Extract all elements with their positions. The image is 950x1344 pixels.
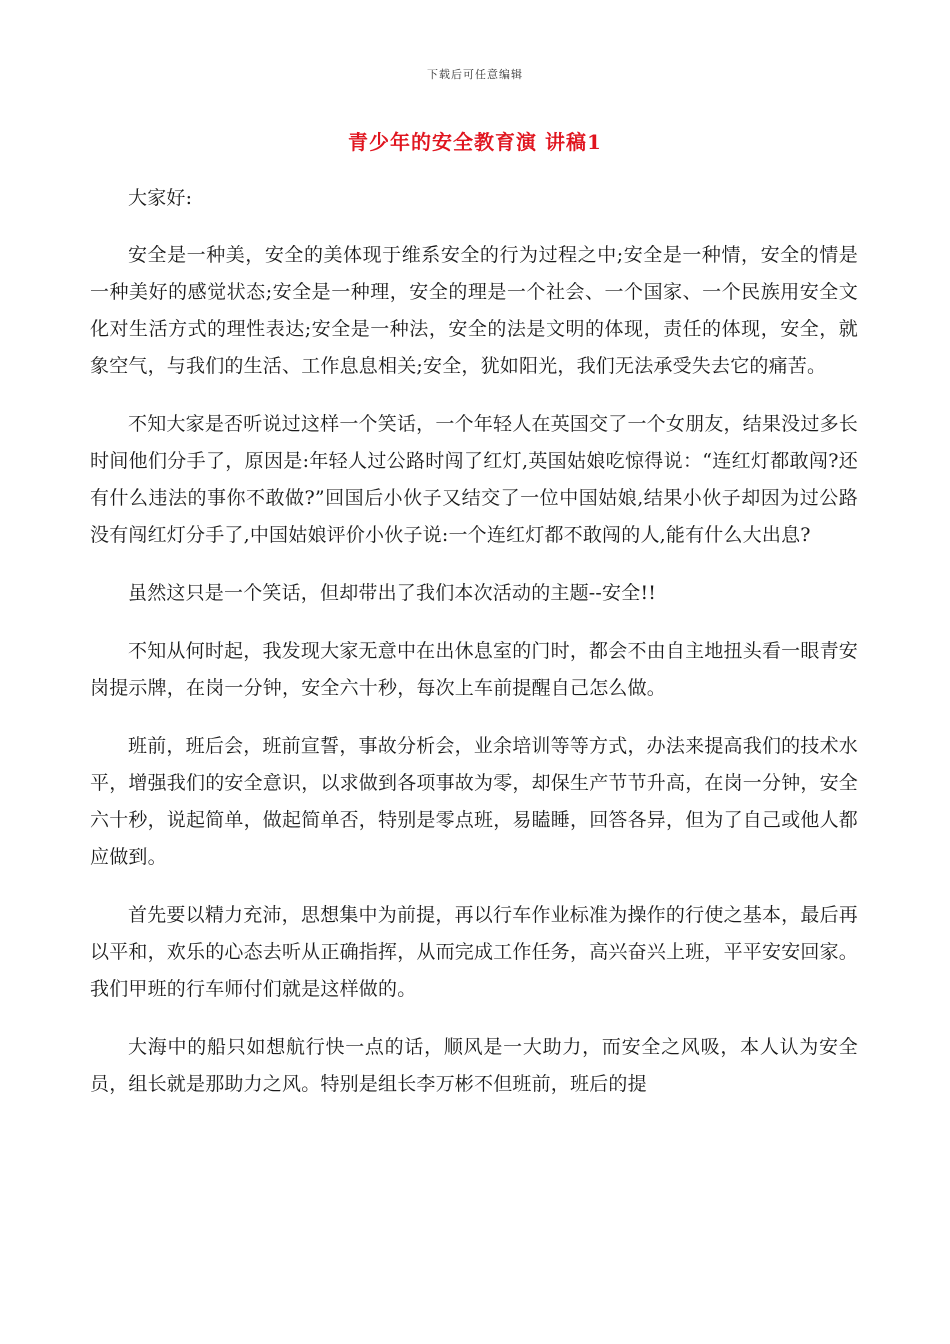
paragraph-7: 大海中的船只如想航行快一点的话，顺风是一大助力，而安全之风吸，本人认为安全员，组长就是那助力之风。特别是组长李万彬不但班前，班后的提 (90, 1036, 858, 1095)
paragraph-2: 不知大家是否听说过这样一个笑话，一个年轻人在英国交了一个女朋友，结果没过多长时间他们分手了，原因是:年轻人过公路时闯了红灯,英国姑娘吃惊得说：“连红灯都敢闯?还有什么违法的事你不敢做?”回国后小伙子又结交了一位中国姑娘,结果小伙子却因为过公路没有闯红灯分手了,中国姑娘评价小伙子说:一个连红灯都不敢闯的人,能有什么大出息? (90, 413, 858, 546)
paragraph-6: 首先要以精力充沛，思想集中为前提，再以行车作业标准为操作的行使之基本，最后再以平和，欢乐的心态去听从正确指挥，从而完成工作任务，高兴奋兴上班，平平安安回家。我们甲班的行车师付们就是这样做的。 (90, 904, 859, 1000)
paragraph-5: 班前，班后会，班前宣誓，事故分析会，业余培训等等方式，办法来提高我们的技术水平，增强我们的安全意识，以求做到各项事故为零，却保生产节节升高，在岗一分钟，安全六十秒，说起简单，做起简单否，特别是零点班，易瞌睡，回答各异，但为了自己或他人都应做到。 (90, 735, 859, 868)
document-title: 青少年的安全教育演 讲稿1 (348, 130, 602, 154)
document-body (90, 180, 858, 1124)
paragraph-4: 不知从何时起，我发现大家无意中在出休息室的门时，都会不由自主地扭头看一眼青安岗提示牌，在岗一分钟，安全六十秒，每次上车前提醒自己怎么做。 (90, 640, 858, 699)
paragraph-3: 虽然这只是一个笑话，但却带出了我们本次活动的主题--安全!! (128, 582, 657, 604)
greeting-line: 大家好: (128, 187, 193, 209)
paragraph-1: 安全是一种美，安全的美体现于维系安全的行为过程之中;安全是一种情，安全的情是一种美好的感觉状态;安全是一种理，安全的理是一个社会、一个国家、一个民族用安全文化对生活方式的理性表达;安全是一种法，安全的法是文明的体现，责任的体现，安全，就象空气，与我们的生活、工作息息相关;安全，犹如阳光，我们无法承受失去它的痛苦。 (90, 244, 858, 377)
header-note: 下载后可任意编辑 (427, 68, 523, 81)
